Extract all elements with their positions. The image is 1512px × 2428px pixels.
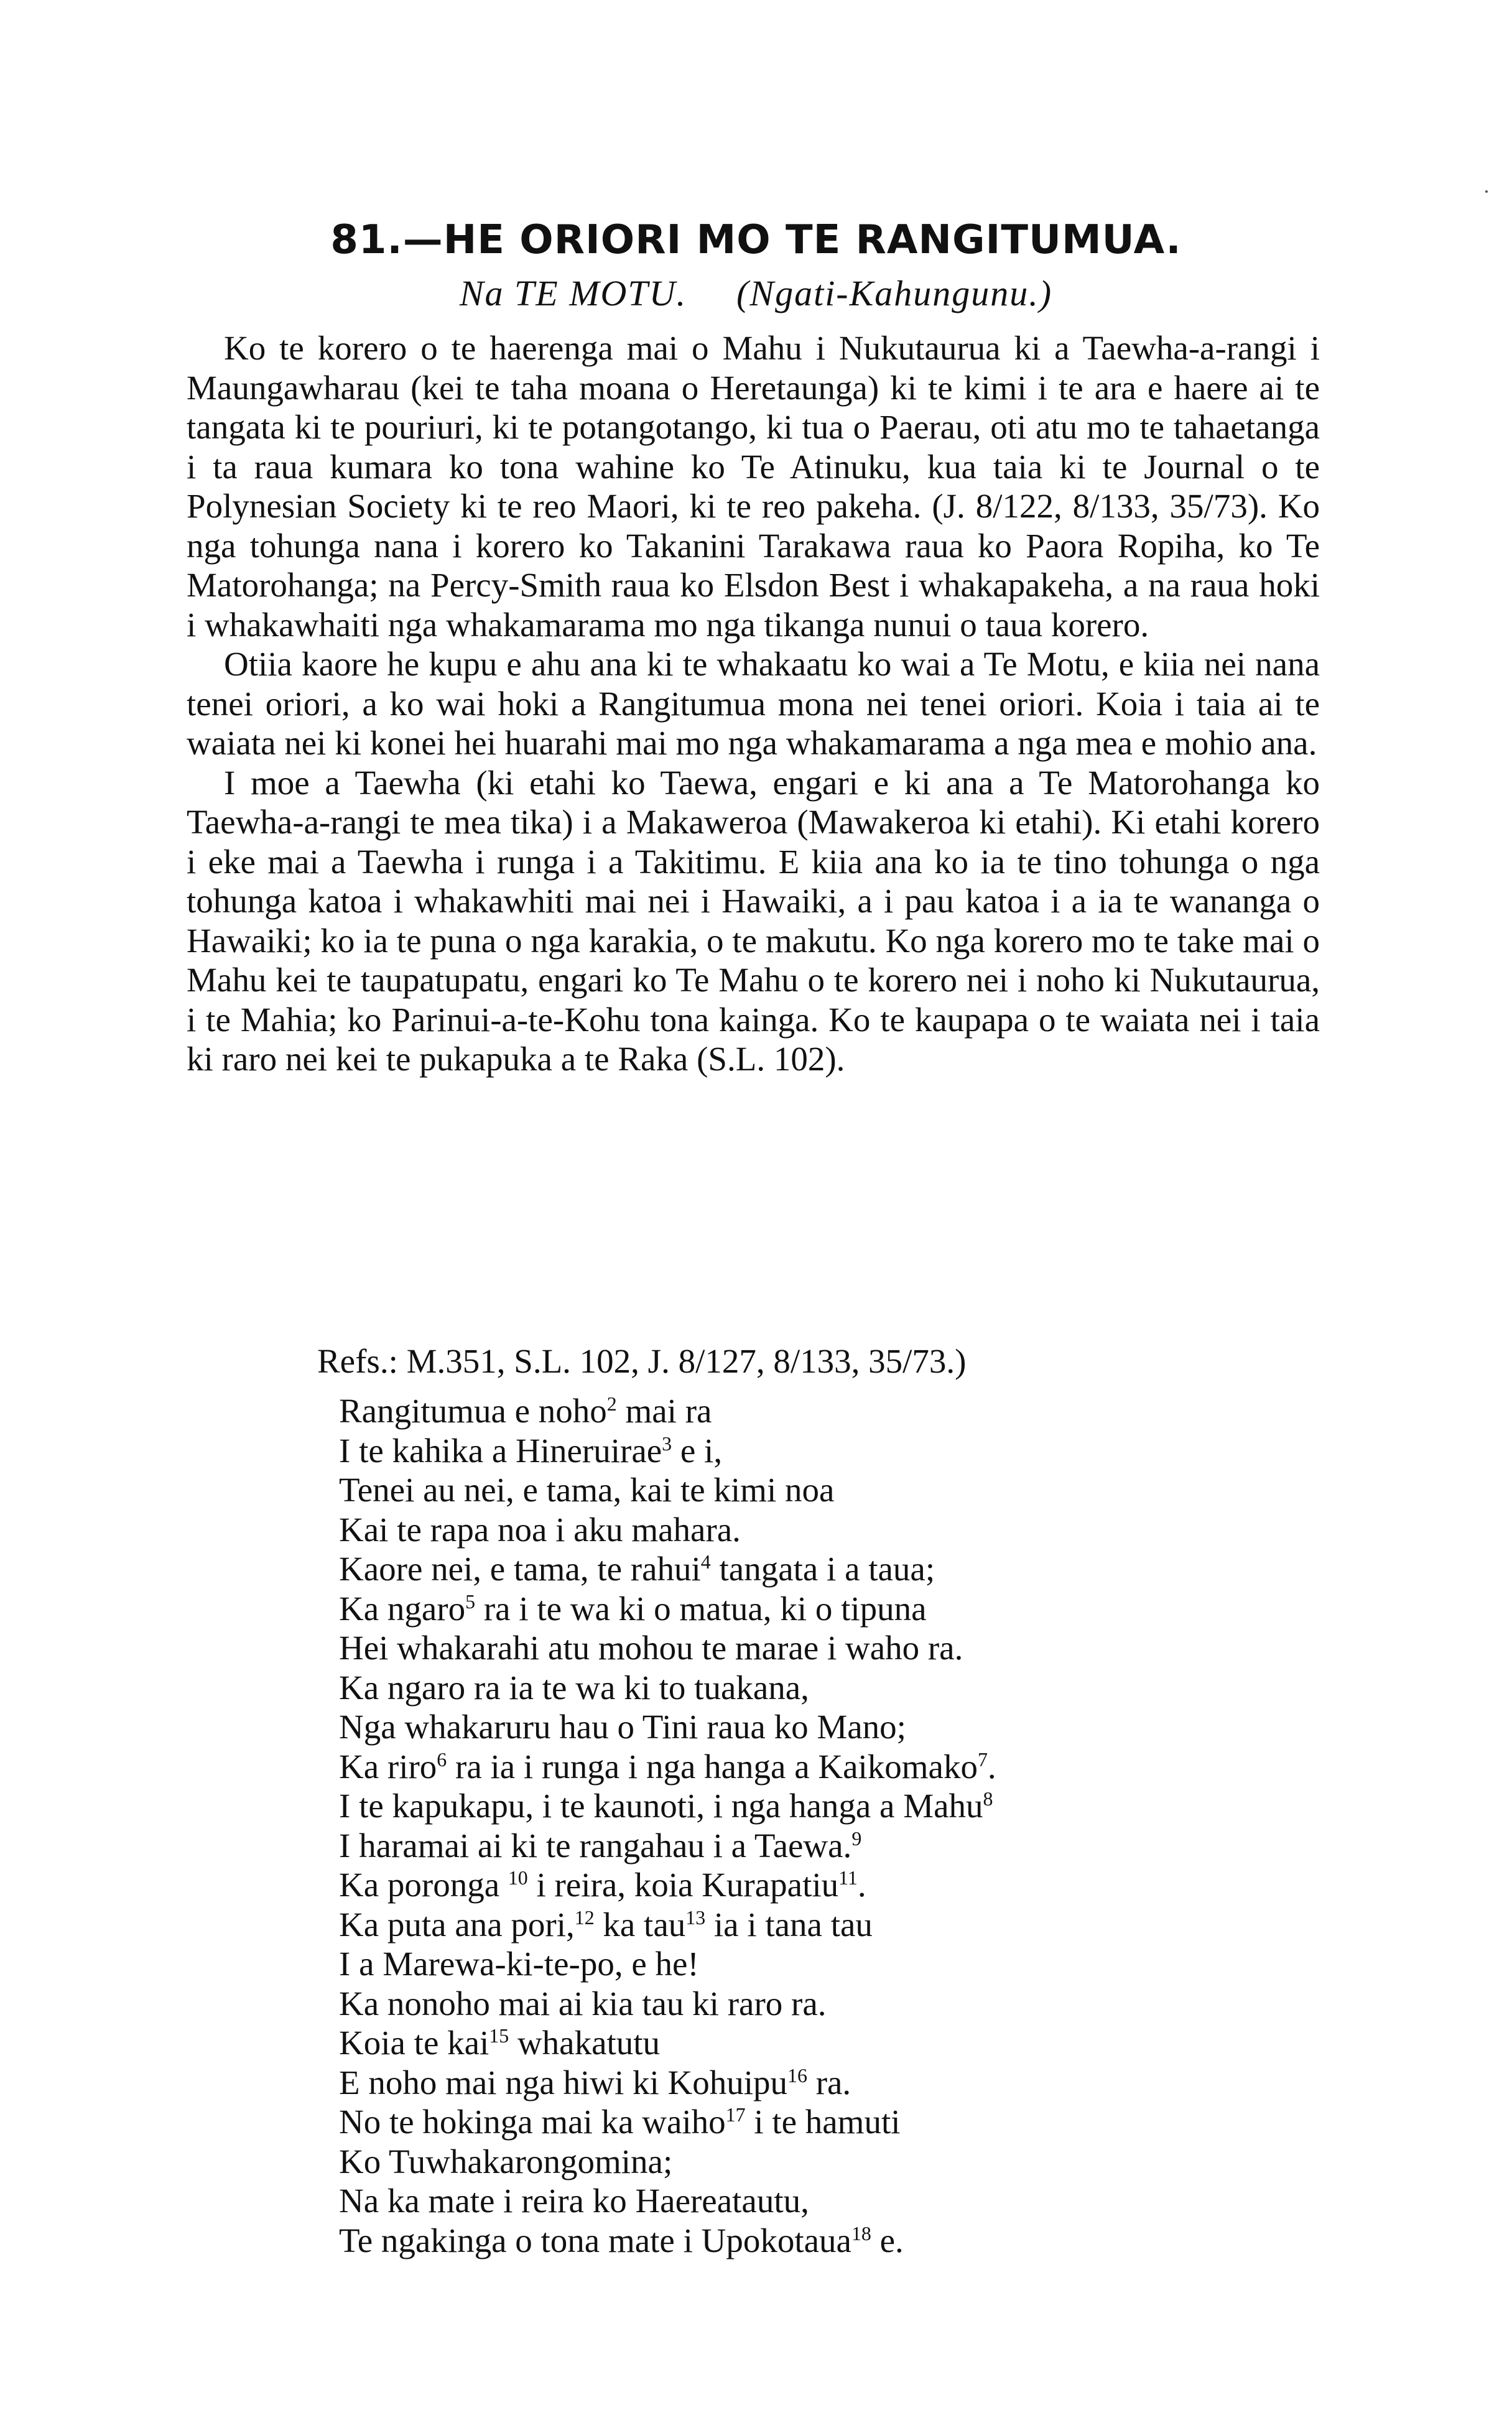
tribe-name: (Ngati-Kahungunu.) (736, 273, 1053, 313)
lyric-line: Koia te kai$^{15}$ whakatutu (339, 2024, 661, 2062)
introduction-text (187, 328, 1320, 1079)
lyric-line: Na ka mate i reira ko Haereatautu, (339, 2182, 809, 2220)
lyric-line: Ko Tuwhakarongomina; (339, 2142, 673, 2180)
oriori-lyrics (339, 1391, 996, 2260)
lyric-line: Hei whakarahi atu mohou te marae i waho ra. (339, 1629, 963, 1667)
lyric-line: Kaore nei, e tama, te rahui$^4$ tangata i a taua; (339, 1550, 935, 1588)
lyric-line: Ka nonoho mai ai kia tau ki raro ra. (339, 1984, 827, 2023)
lyric-line: I te kapukapu, i te kaunoti, i nga hanga a Mahu$^8$ (339, 1787, 993, 1825)
lyric-line: Ka poronga $^{10}$ i reira, koia Kurapatiu$^{11}$. (339, 1866, 866, 1904)
song-title: 81.—HE ORIORI MO TE RANGITUMUA. (330, 217, 1182, 263)
lyric-line: E noho mai nga hiwi ki Kohuipu$^{16}$ ra. (339, 2063, 851, 2101)
lyric-line: Ka ngaro ra ia te wa ki to tuakana, (339, 1668, 809, 1707)
lyric-line: Ka ngaro$^5$ ra i te wa ki o matua, ki o tipuna (339, 1589, 927, 1628)
lyric-line: Te ngakinga o tona mate i Upokotaua$^{18}$ e. (339, 2221, 904, 2259)
references-line: Refs.: M.351, S.L. 102, J. 8/127, 8/133, 35/73.) (317, 1342, 967, 1380)
intro-paragraph-1: Ko te korero o te haerenga mai o Mahu i Nukutaurua ki a Taewha-a-rangi i Maungawharau (kei te taha moana o Heretaunga) ki te kimi i te ara e haere ai te tangata ki te pouriuri, ki te potangotango, ki tua o Paerau, oti atu mo te tahaetanga i ta raua kumara ko tona wahine ko Te Atinuku, kua taia ki te Journal o te Polynesian Society ki te reo Maori, ki te reo pakeha. (J. 8/122, 8/133, 35/73). Ko nga tohunga nana i korero ko Takanini Tarakawa raua ko Paora Ropiha, ko Te Matorohanga; na Percy-Smith raua ko Elsdon Best i whakapakeha, a na raua hoki i whakawhaiti nga whakamarama mo nga tikanga nunui o taua korero. (187, 329, 1320, 644)
lyric-line: Rangitumua e noho$^2$ mai ra (339, 1392, 712, 1430)
page-speck (1485, 190, 1488, 193)
lyric-line: Nga whakaruru hau o Tini raua ko Mano; (339, 1708, 906, 1746)
song-attribution (0, 269, 1512, 318)
lyric-line: Ka riro$^6$ ra ia i runga i nga hanga a Kaikomako$^7$. (339, 1747, 996, 1786)
lyric-line: Kai te rapa noa i aku mahara. (339, 1510, 741, 1549)
lyric-line: Tenei au nei, e tama, kai te kimi noa (339, 1471, 835, 1509)
lyric-line: I a Marewa-ki-te-po, e he! (339, 1945, 699, 1983)
lyric-line: Ka puta ana pori,$^{12}$ ka tau$^{13}$ ia i tana tau (339, 1905, 873, 1944)
lyric-line: I haramai ai ki te rangahau i a Taewa.$^9$ (339, 1826, 862, 1865)
author-name: Na TE MOTU. (459, 273, 687, 313)
lyric-line: I te kahika a Hineruirae$^3$ e i, (339, 1431, 723, 1470)
intro-paragraph-3: I moe a Taewha (ki etahi ko Taewa, engari e ki ana a Te Matorohanga ko Taewha-a-rangi te mea tika) i a Makaweroa (Mawakeroa ki etahi). Ki etahi korero i eke mai a Taewha i runga i a Takitimu. E kiia ana ko ia te tino tohunga o nga tohunga katoa i whakawhiti mai nei i Hawaiki, a i pau katoa i a ia te wananga o Hawaiki; ko ia te puna o nga karakia, o te makutu. Ko nga korero mo te take mai o Mahu kei te taupatupatu, engari ko Te Mahu o te korero nei i noho ki Nukutaurua, i te Mahia; ko Parinui-a-te-Kohu tona kainga. Ko te kaupapa o te waiata nei i taia ki raro nei kei te pukapuka a te Raka (S.L. 102). (187, 763, 1320, 1078)
intro-paragraph-2: Otiia kaore he kupu e ahu ana ki te whakaatu ko wai a Te Motu, e kiia nei nana tenei oriori, a ko wai hoki a Rangitumua mona nei tenei oriori. Koia i taia ai te waiata nei ki konei hei huarahi mai mo nga whakamarama a nga mea e mohio ana. (187, 645, 1320, 762)
lyric-line: No te hokinga mai ka waiho$^{17}$ i te hamuti (339, 2103, 901, 2141)
